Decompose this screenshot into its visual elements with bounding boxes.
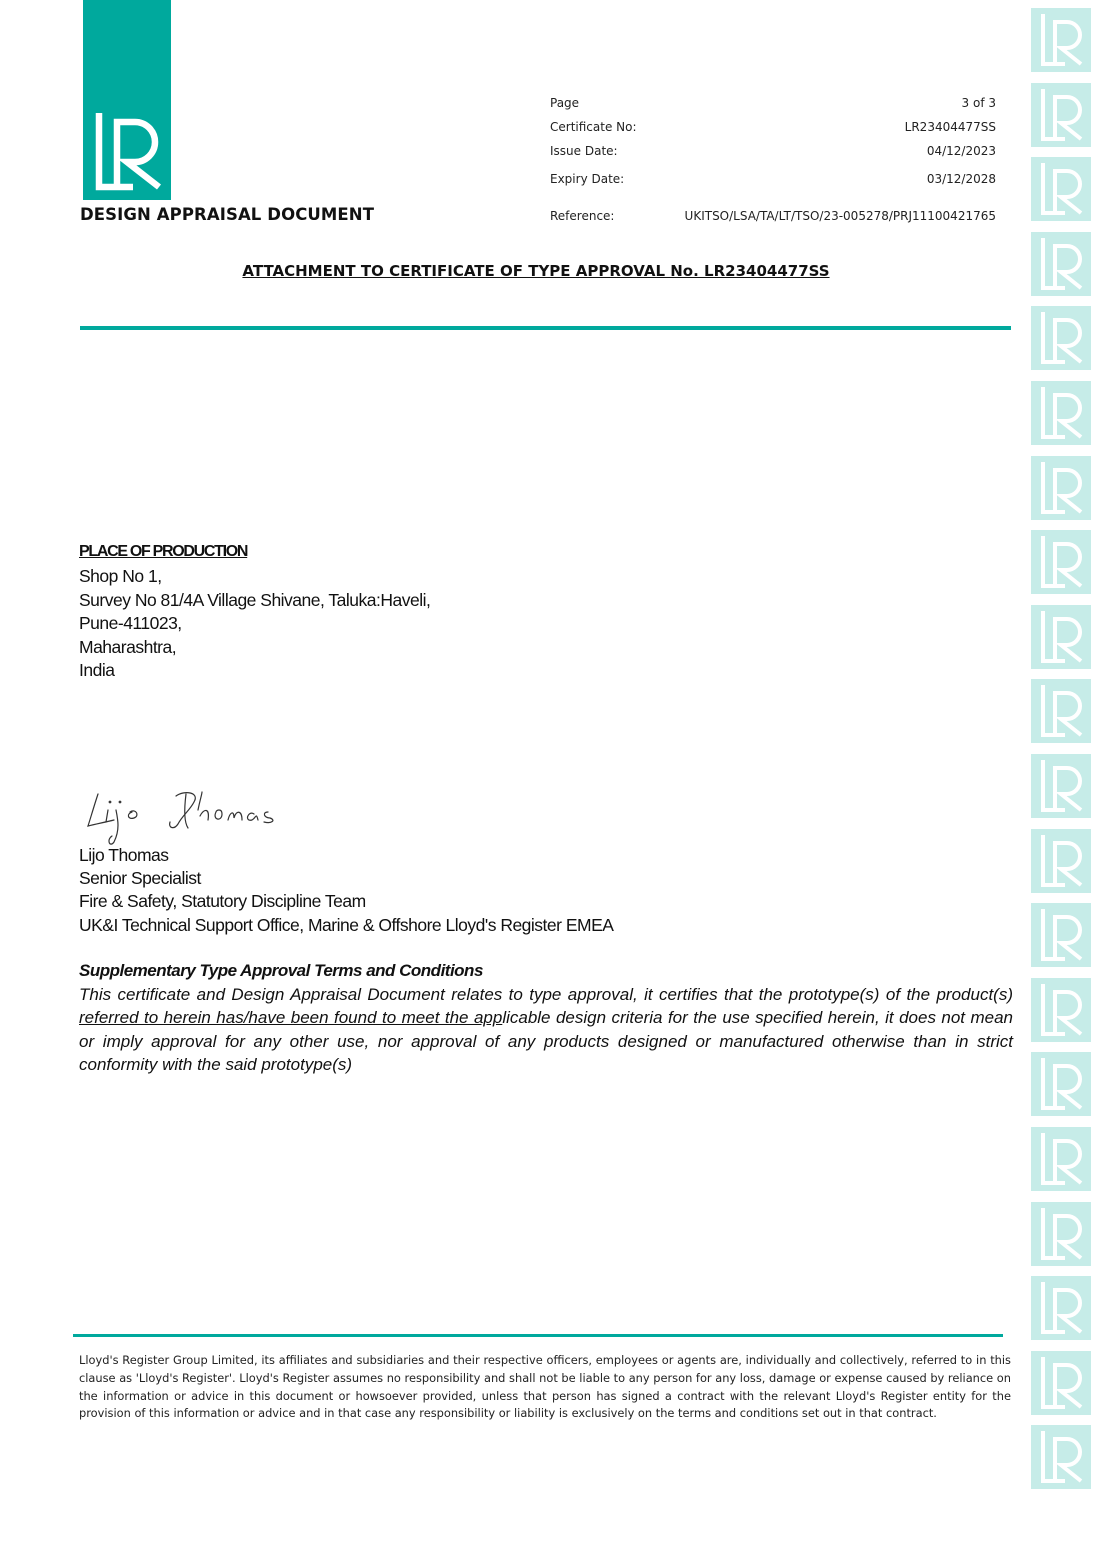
document-type: DESIGN APPRAISAL DOCUMENT	[80, 205, 375, 224]
lr-watermark-icon	[1031, 754, 1091, 818]
address-line: India	[79, 660, 115, 680]
reference-value: UKITSO/LSA/TA/LT/TSO/23-005278/PRJ11100421765	[684, 209, 996, 223]
issue-date-label: Issue Date:	[550, 144, 618, 158]
lr-watermark-icon	[1031, 232, 1091, 296]
header-divider	[80, 326, 1011, 330]
signatory-team: Fire & Safety, Statutory Discipline Team	[79, 891, 366, 912]
signatory-title: Senior Specialist	[79, 868, 201, 889]
lr-watermark-icon	[1031, 829, 1091, 893]
signatory-office: UK&I Technical Support Office, Marine & Offshore Lloyd's Register EMEA	[79, 914, 614, 935]
issue-date: 04/12/2023	[926, 144, 996, 158]
lr-watermark-icon	[1031, 1351, 1091, 1415]
supplementary-text-part2: licable design criteria for the use specified herein, it does not mean or imply approval for any other use, nor approval of any products designed or manufactured otherwise than in strict conformity with the said prototype(s)	[79, 1008, 1013, 1074]
disclaimer-text: Lloyd's Register Group Limited, its affiliates and subsidiaries and their respective officers, employees or agents are, individually and collectively, referred to in this clause as 'Lloyd's Register'. Lloyd's Register assumes no responsibility and shall not be liable to any person for any loss, damage or expense caused by reliance on the information or advice in this document or howsoever provided, unless that person has signed a contract with the relevant Lloyd's Register entity for the provision of this information or advice and in that case any responsibility or liability is exclusively on the terms and conditions set out in that contract.	[79, 1353, 1011, 1421]
attachment-title: ATTACHMENT TO CERTIFICATE OF TYPE APPROVAL No. LR23404477SS	[242, 262, 830, 280]
certificate-label: Certificate No:	[550, 120, 637, 134]
address-line: Pune-411023,	[79, 613, 182, 633]
address-line: Maharashtra,	[79, 636, 177, 657]
address-line: Survey No 81/4A Village Shivane, Taluka:Haveli,	[79, 589, 431, 610]
lr-watermark-icon	[1031, 679, 1091, 743]
lr-watermark-icon	[1031, 8, 1091, 72]
lr-watermark-icon	[1031, 456, 1091, 520]
address-line: Shop No 1,	[79, 566, 162, 586]
page-value: 3 of 3	[961, 96, 996, 110]
lr-watermark-icon	[1031, 306, 1091, 370]
lr-watermark-icon	[1031, 1276, 1091, 1340]
lr-watermark-strip	[1031, 0, 1091, 1556]
lr-watermark-icon	[1031, 1052, 1091, 1116]
lr-logo-icon	[83, 0, 171, 200]
certificate-number: LR23404477SS	[904, 120, 996, 134]
lr-watermark-icon	[1031, 1202, 1091, 1266]
supplementary-text	[79, 983, 1013, 1076]
lr-watermark-icon	[1031, 978, 1091, 1042]
lr-watermark-icon	[1031, 157, 1091, 221]
signatory-block	[79, 844, 613, 937]
lr-watermark-icon	[1031, 530, 1091, 594]
supplementary-text-part1: This certificate and Design Appraisal Document relates to type approval, it certifies that the prototype(s) of the product(s)	[79, 985, 1013, 1004]
lr-watermark-icon	[1031, 83, 1091, 147]
lr-watermark-icon	[1031, 903, 1091, 967]
supplementary-text-underlined: referred to herein has/have been found to meet the app	[79, 1008, 503, 1028]
expiry-date-label: Expiry Date:	[550, 172, 625, 186]
lr-watermark-icon	[1031, 381, 1091, 445]
place-of-production-heading: PLACE OF PRODUCTION	[79, 543, 248, 560]
supplementary-heading: Supplementary Type Approval Terms and Conditions	[79, 961, 483, 980]
signatory-name: Lijo Thomas	[79, 845, 169, 865]
lr-watermark-icon	[1031, 1127, 1091, 1191]
lr-watermark-icon	[1031, 605, 1091, 669]
footer-divider	[73, 1334, 1003, 1337]
expiry-date: 03/12/2028	[926, 172, 996, 186]
reference-label: Reference:	[550, 209, 615, 223]
production-address	[79, 565, 430, 683]
lr-watermark-icon	[1031, 1425, 1091, 1489]
page-label: Page	[550, 96, 580, 110]
